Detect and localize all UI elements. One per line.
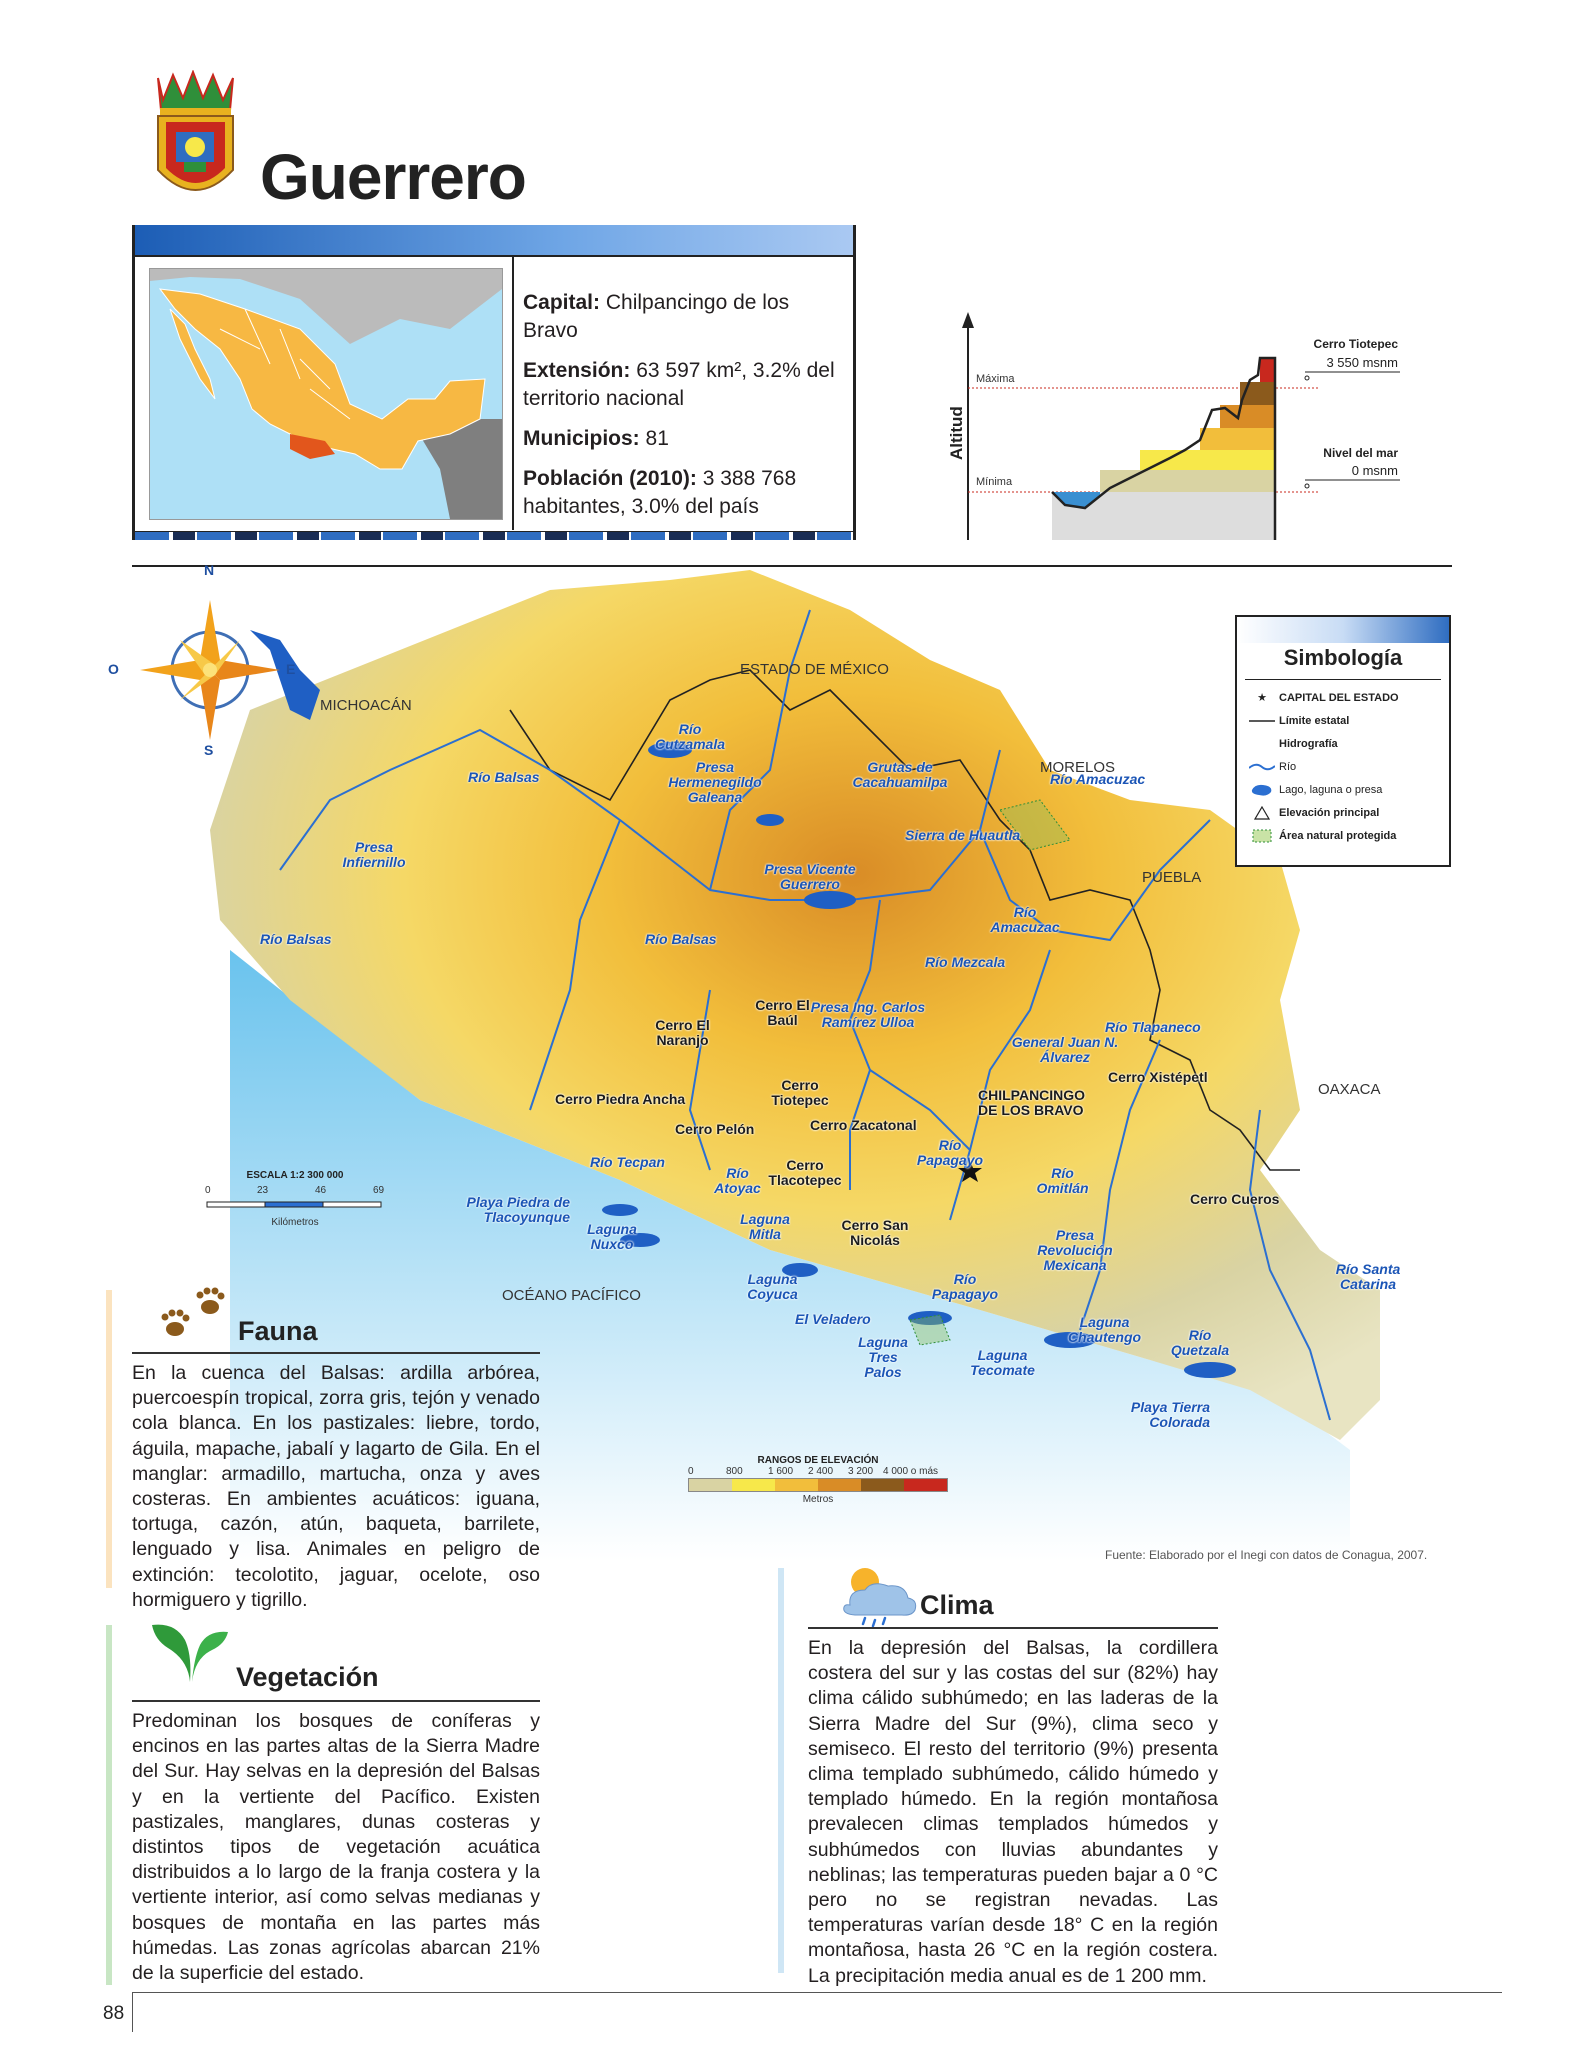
state-label-morelos: MORELOS — [1040, 759, 1116, 776]
clima-side-bar — [778, 1568, 784, 1973]
map-label-cerro-cueros: Cerro Cueros — [1190, 1191, 1280, 1207]
clima-heading-rule — [808, 1627, 1218, 1629]
coat-of-arms-icon — [148, 70, 243, 210]
info-box-footer-bar — [135, 531, 853, 540]
legend-title: Simbología — [1245, 643, 1441, 680]
map-label-cerro-xistepetl: Cerro Xistépetl — [1108, 1069, 1208, 1085]
elevation-unit: Metros — [802, 1494, 834, 1505]
altitude-sea-value: 0 msnm — [1351, 463, 1398, 478]
map-label-sierra-huautla: Sierra de Huautla — [905, 827, 1021, 843]
map-label-cerro-san-nicolas: Cerro San Nicolás — [841, 1217, 909, 1248]
clima-body: En la depresión del Balsas, la cordillera costera del sur y las costas del sur (82%) hay clima cálido subhúmedo; en las laderas de la Sierra Madre del Sur (9%), clima seco y semiseco. El resto del territorio (9%) presenta clima templado subhúmedo, cálido húmedo y templado húmedo. En la región montañosa prevalecen climas templados húmedos y subhúmedos con lluvias abundantes y neblinas; las temperaturas pueden bajar a 0 °C pero no se registran nevadas. Las temperaturas varían desde 18° C en la región montañosa, hasta 26 °C en la región costera. La precipitación media anual es de 1 200 mm. — [808, 1637, 1218, 1987]
extension-value: 63 597 km², 3.2% del territorio nacional — [523, 359, 835, 410]
map-label-cerro-tiotepec: Cerro Tiotepec — [771, 1077, 829, 1108]
map-label-rio-quetzala: Río Quetzala — [1170, 1327, 1230, 1358]
river-icon — [1245, 762, 1279, 772]
star-icon: ★ — [1257, 692, 1267, 704]
map-label-rio-balsas-c: Río Balsas — [645, 931, 717, 947]
map-label-rio-papagayo-s: Río Papagayo — [931, 1271, 999, 1302]
legend-row-elevacion — [1237, 801, 1449, 824]
vegetacion-heading: Vegetación — [236, 1662, 379, 1692]
map-label-rio-tecpan: Río Tecpan — [590, 1154, 665, 1170]
elevation-swatch — [775, 1479, 818, 1491]
elevation-tick-4: 3 200 — [848, 1466, 874, 1477]
map-label-cerro-baul: Cerro El Baúl — [755, 997, 810, 1028]
legend-header-bar — [1237, 617, 1449, 643]
legend-row-limite — [1237, 709, 1449, 732]
scale-tick-1: 23 — [257, 1185, 269, 1196]
map-label-presa-revolucion: Presa Revolución Mexicana — [1037, 1227, 1113, 1273]
map-label-cerro-zacatonal: Cerro Zacatonal — [810, 1117, 917, 1133]
section-divider — [132, 565, 1452, 567]
map-label-presa-vicente: Presa Vicente Guerrero — [764, 861, 856, 892]
scale-title: ESCALA 1:2 300 000 — [246, 1170, 344, 1181]
extension-label: Extensión: — [523, 359, 631, 382]
map-label-cerro-piedra-ancha: Cerro Piedra Ancha — [555, 1091, 686, 1107]
elevation-tick-3: 2 400 — [808, 1466, 834, 1477]
vegetacion-side-bar — [106, 1625, 112, 1985]
compass-s-label: S — [204, 742, 214, 758]
elevation-ranges — [688, 1455, 948, 1525]
legend-row-hidro — [1237, 732, 1449, 755]
map-label-presa-infiernillo: Presa Infiernillo — [342, 839, 406, 870]
vegetacion-body: Predominan los bosques de coníferas y encinos en las partes altas de la Sierra Madre del Sur. Hay selvas en la depresión del Balsas y en la vertiente del Pacífico. Existen pastizales, manglares, dunas costeras y distintos tipos de vegetación acuática distribuidos a lo largo de la franja costera y la vertiente interior, así como selvas medianas y bosques de montaña en las partes más húmedas. Las zonas agrícolas abarcan 21% de la superficie del estado. — [132, 1710, 540, 1985]
map-label-grutas: Grutas de Cacahuamilpa — [852, 759, 948, 790]
info-text — [523, 289, 843, 533]
map-label-rio-mezcala: Río Mezcala — [925, 954, 1006, 970]
poblacion-label: Población (2010): — [523, 467, 697, 490]
map-label-rio-amacuzac-n: Río Amacuzac — [1050, 771, 1146, 787]
map-label-laguna-mitla: Laguna Mitla — [740, 1211, 790, 1242]
elevation-tick-2: 1 600 — [768, 1466, 794, 1477]
legend-row-lago — [1237, 778, 1449, 801]
map-legend — [1235, 615, 1451, 867]
info-box — [132, 225, 856, 540]
state-label-mexico: ESTADO DE MÉXICO — [740, 661, 889, 678]
map-label-playa-colorada: Playa Tierra Colorada — [1130, 1399, 1210, 1430]
elevation-tick-5: 4 000 o más — [883, 1466, 939, 1477]
page-title: Guerrero — [260, 141, 526, 213]
legend-capital-label: CAPITAL DEL ESTADO — [1279, 691, 1399, 704]
capital-label: Capital: — [523, 291, 601, 314]
elevation-title: RANGOS DE ELEVACIÓN — [757, 1455, 879, 1466]
legend-lago-label: Lago, laguna o presa — [1279, 783, 1383, 796]
map-label-cerro-tlacotepec: Cerro Tlacotepec — [768, 1157, 842, 1188]
compass-e-label: E — [286, 661, 296, 677]
scale-tick-2: 46 — [315, 1185, 327, 1196]
paw-prints-icon — [150, 1285, 235, 1340]
map-label-rio-santa-catarina: Río Santa Catarina — [1335, 1261, 1401, 1292]
weather-icon — [830, 1560, 920, 1630]
elevation-tick-1: 800 — [726, 1466, 743, 1477]
vegetacion-heading-rule — [132, 1700, 540, 1702]
map-source-note: Fuente: Elaborado por el Inegi con datos de Conagua, 2007. — [1105, 1548, 1428, 1562]
map-label-rio-balsas-n: Río Balsas — [468, 769, 540, 785]
compass-rose — [108, 562, 300, 760]
page-number: 88 — [103, 2003, 125, 2024]
map-label-laguna-chautengo: Laguna Chautengo — [1067, 1314, 1142, 1345]
elevation-swatch — [732, 1479, 775, 1491]
state-label-michoacan: MICHOACÁN — [320, 697, 412, 714]
legend-row-capital — [1237, 686, 1449, 709]
map-label-rio-amacuzac-s: Río Amacuzac — [990, 904, 1060, 935]
map-label-rio-papagayo-n: Río Papagayo — [916, 1137, 984, 1168]
compass-o-label: O — [108, 661, 119, 677]
info-box-header-bar — [135, 225, 853, 257]
scale-bar — [205, 1200, 385, 1212]
poblacion-value: 3 388 768 habitantes, 3.0% del país — [523, 467, 797, 518]
altitude-min-label: Mínima — [976, 476, 1013, 488]
protected-area-icon — [1245, 829, 1279, 843]
fauna-side-bar — [106, 1290, 112, 1588]
altitude-axis-label: Altitud — [947, 406, 966, 460]
map-label-rio-cutzamala: Río Cutzamala — [655, 721, 726, 752]
elevation-swatch — [818, 1479, 861, 1491]
footer-rule — [132, 1992, 1502, 1993]
mexico-locator-map — [149, 268, 503, 520]
elevation-tick-0: 0 — [688, 1466, 694, 1477]
map-label-general-alvarez: General Juan N. Álvarez — [1011, 1034, 1119, 1065]
info-divider — [512, 257, 514, 530]
altitude-peak-name: Cerro Tiotepec — [1313, 337, 1398, 351]
lake-icon — [1245, 783, 1279, 797]
map-label-presa-hermenegildo: Presa Hermenegildo Galeana — [668, 759, 762, 805]
scale-tick-0: 0 — [205, 1185, 211, 1196]
compass-rose-icon — [120, 580, 300, 760]
legend-area-label: Área natural protegida — [1279, 829, 1397, 842]
altitude-sea-name: Nivel del mar — [1323, 446, 1398, 460]
elevation-color-bar — [688, 1478, 948, 1492]
map-label-laguna-tres-palos: Laguna Tres Palos — [858, 1334, 908, 1380]
legend-row-area — [1237, 824, 1449, 847]
map-label-laguna-tecomate: Laguna Tecomate — [970, 1347, 1035, 1378]
municipios-label: Municipios: — [523, 427, 640, 450]
municipios-value: 81 — [645, 427, 669, 450]
legend-rio-label: Río — [1279, 760, 1297, 773]
map-label-laguna-nuxco: Laguna Nuxco — [587, 1221, 637, 1252]
boundary-line-icon — [1245, 718, 1279, 724]
leaf-icon — [150, 1620, 230, 1685]
compass-n-label: N — [204, 562, 215, 578]
scale-unit: Kilómetros — [271, 1217, 319, 1228]
clima-heading: Clima — [920, 1590, 994, 1620]
map-label-laguna-coyuca: Laguna Coyuca — [747, 1271, 798, 1302]
map-label-cerro-pelon: Cerro Pelón — [675, 1121, 755, 1137]
fauna-heading: Fauna — [238, 1316, 318, 1346]
legend-hidro-label: Hidrografía — [1279, 737, 1338, 750]
elevation-swatch — [861, 1479, 904, 1491]
map-label-rio-tlapaneco: Río Tlapaneco — [1105, 1019, 1201, 1035]
legend-limite-label: Límite estatal — [1279, 714, 1350, 727]
map-label-rio-balsas-w: Río Balsas — [260, 931, 332, 947]
altitude-profile — [920, 300, 1420, 550]
state-label-puebla: PUEBLA — [1142, 869, 1202, 886]
elevation-swatch — [904, 1479, 947, 1491]
map-label-presa-ing: Presa Ing. Carlos Ramírez Ulloa — [810, 999, 926, 1030]
triangle-icon — [1245, 806, 1279, 820]
capital-value: Chilpancingo de los Bravo — [523, 291, 790, 342]
state-label-oaxaca: OAXACA — [1318, 1081, 1381, 1098]
altitude-max-label: Máxima — [976, 373, 1015, 385]
altitude-peak-value: 3 550 msnm — [1326, 355, 1398, 370]
map-label-capital: CHILPANCINGO DE LOS BRAVO — [978, 1087, 1086, 1118]
footer-tick — [132, 1992, 133, 2032]
legend-elevacion-label: Elevación principal — [1279, 806, 1380, 819]
elevation-swatch — [689, 1479, 732, 1491]
ocean-label: OCÉANO PACÍFICO — [502, 1287, 641, 1304]
map-scale — [205, 1170, 385, 1240]
fauna-heading-rule — [132, 1352, 540, 1354]
map-label-cerro-naranjo: Cerro El Naranjo — [655, 1017, 710, 1048]
legend-row-rio — [1237, 755, 1449, 778]
map-label-rio-atoyac: Río Atoyac — [714, 1165, 761, 1196]
fauna-body: En la cuenca del Balsas: ardilla arbórea, puercoespín tropical, zorra gris, tejón y venado cola blanca. En los pastizales: liebre, tordo, águila, mapache, jabalí y lagarto de Gila. En el manglar: armadillo, martucha, onza y aves costeras. En ambientes acuáticos: iguana, tortuga, cazón, atún, baqueta, barrilete, lenguado y lisa. Animales en peligro de extinción: tecolotito, jaguar, ocelote, oso hormiguero y tigrillo. — [132, 1362, 540, 1611]
map-label-el-veladero: El Veladero — [795, 1311, 871, 1327]
map-label-rio-omitlan: Río Omitlán — [1036, 1165, 1089, 1196]
map-label-playa-piedra: Playa Piedra de Tlacoyunque — [466, 1194, 570, 1225]
scale-tick-3: 69 — [373, 1185, 385, 1196]
